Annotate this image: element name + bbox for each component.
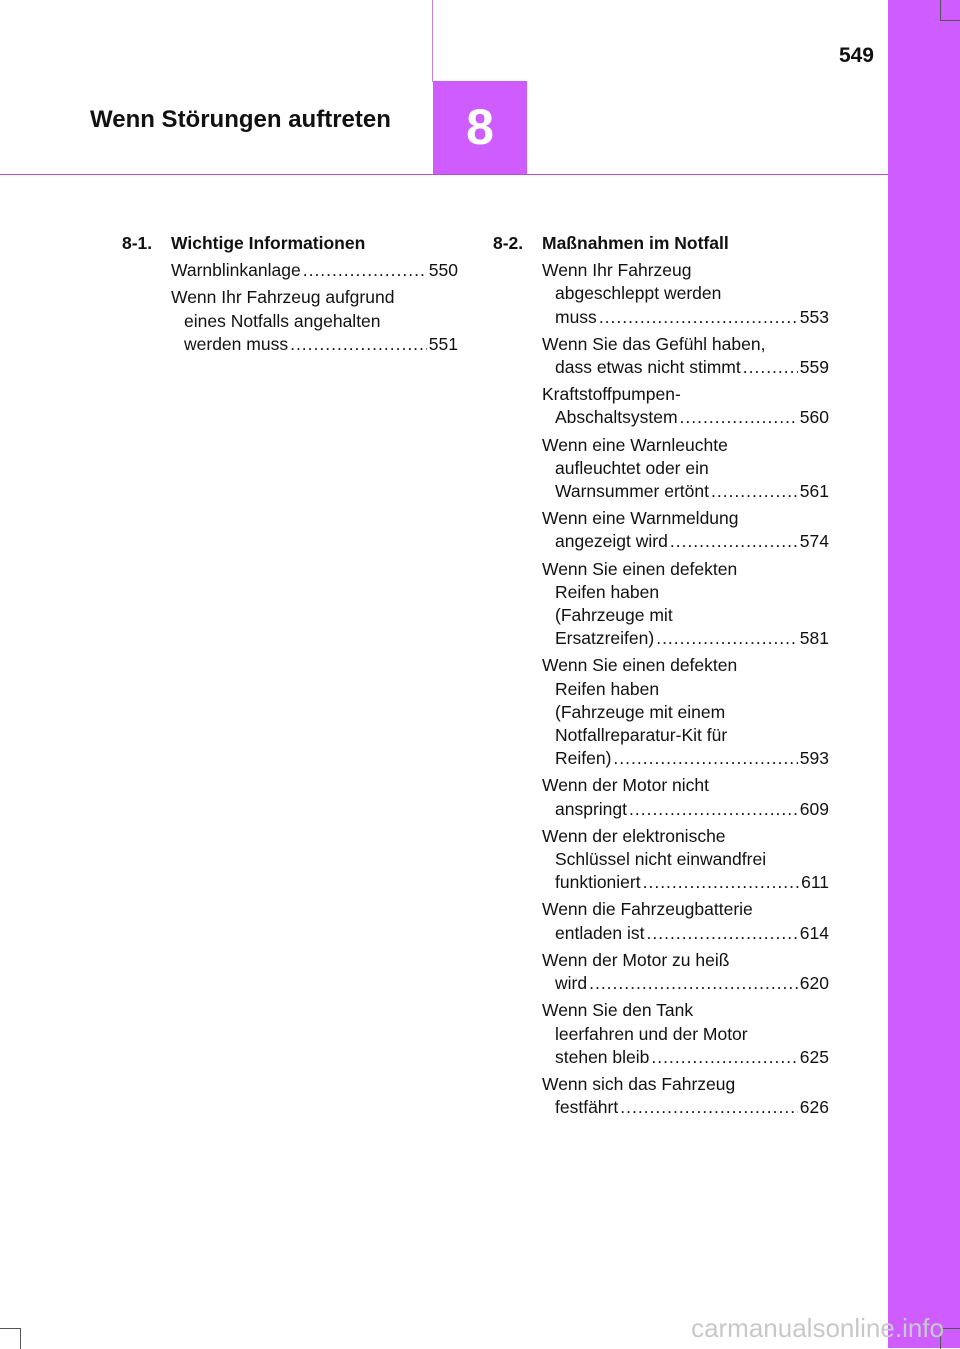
toc-entry-line: Wenn eine Warnmeldung — [542, 508, 739, 529]
toc-entry-line: Wenn eine Warnleuchte — [542, 434, 728, 455]
toc-page-number: 553 — [799, 306, 829, 327]
toc-entry-last-line — [542, 1096, 829, 1119]
toc-page-number: 614 — [799, 922, 829, 943]
toc-page-number: 611 — [801, 872, 829, 893]
toc-page-number: 620 — [799, 973, 829, 994]
toc-entry-last-line — [542, 480, 829, 503]
toc-entry[interactable] — [542, 654, 829, 770]
toc-entry-text: muss — [555, 306, 597, 327]
toc-entry-line: Wenn Sie das Gefühl haben, — [542, 333, 766, 354]
toc-entry-line: Wenn Sie einen defekten — [542, 655, 738, 676]
toc-page-number: 626 — [799, 1097, 829, 1118]
toc-page-number: 593 — [799, 748, 829, 769]
toc-entry-line: Wenn Sie den Tank — [542, 1000, 694, 1021]
toc-entry[interactable] — [542, 898, 829, 944]
toc-entry-line: Reifen haben — [555, 678, 660, 699]
leader-dots — [589, 972, 798, 995]
section-number: 8-2. — [493, 233, 524, 253]
toc-entry-text: Reifen) — [555, 748, 612, 769]
toc-entry-last-line — [542, 406, 829, 429]
toc-entry-line: eines Notfalls angehalten — [184, 310, 381, 331]
toc-entry-line: Wenn Ihr Fahrzeug — [542, 260, 692, 281]
toc-entry[interactable] — [542, 774, 829, 820]
toc-entry-text: wird — [555, 973, 588, 994]
toc-page-number: 609 — [799, 798, 829, 819]
leader-dots — [743, 356, 798, 379]
leader-dots — [651, 1046, 797, 1069]
toc-entry-line: Wenn Ihr Fahrzeug aufgrund — [171, 287, 395, 308]
toc-page-number: 559 — [799, 357, 829, 378]
toc-entry-line: Wenn der Motor nicht — [542, 775, 709, 796]
chapter-number-badge: 8 — [433, 81, 527, 174]
toc-entry-text: dass etwas nicht stimmt — [555, 357, 741, 378]
section-heading — [493, 232, 829, 255]
crop-mark — [940, 0, 960, 21]
toc-entry-last-line — [542, 627, 829, 650]
toc-entry-line: (Fahrzeuge mit — [555, 605, 673, 626]
toc-entry[interactable] — [542, 1073, 829, 1119]
leader-dots — [613, 747, 797, 770]
leader-dots — [629, 798, 798, 821]
toc-entry-last-line — [542, 798, 829, 821]
toc-entry-line: Kraftstoffpumpen- — [542, 384, 681, 405]
toc-entry-line: abgeschleppt werden — [555, 283, 722, 304]
leader-dots — [290, 333, 427, 356]
toc-section-8-1 — [122, 232, 458, 360]
toc-entry-line: Notfallreparatur-Kit für — [555, 725, 728, 746]
toc-entry[interactable] — [542, 558, 829, 651]
toc-entry-text: entladen ist — [555, 922, 645, 943]
leader-dots — [647, 922, 798, 945]
toc-entry[interactable] — [171, 259, 458, 282]
toc-entry[interactable] — [542, 999, 829, 1069]
toc-entry-last-line — [171, 333, 458, 356]
toc-entry-line: Wenn sich das Fahrzeug — [542, 1073, 736, 1094]
toc-entry[interactable] — [542, 507, 829, 553]
toc-page-number: 551 — [428, 333, 458, 354]
toc-entry-line: Wenn Sie einen defekten — [542, 558, 738, 579]
toc-entry-last-line — [542, 972, 829, 995]
toc-entry-line: leerfahren und der Motor — [555, 1023, 748, 1044]
leader-dots — [670, 530, 798, 553]
toc-entry[interactable] — [542, 333, 829, 379]
toc-page-number: 625 — [799, 1046, 829, 1067]
toc-entry-last-line — [542, 871, 829, 894]
toc-entry-line: Wenn die Fahrzeugbatterie — [542, 899, 753, 920]
toc-entry-last-line — [542, 356, 829, 379]
toc-entry-text: Abschaltsystem — [555, 407, 678, 428]
toc-page-number: 561 — [799, 481, 829, 502]
toc-entry-line: aufleuchtet oder ein — [555, 457, 709, 478]
leader-dots — [643, 871, 799, 894]
section-number: 8-1. — [122, 233, 153, 253]
toc-entry-text: anspringt — [555, 798, 627, 819]
section-title: Wichtige Informationen — [171, 233, 366, 253]
toc-entry-line: Wenn der elektronische — [542, 825, 726, 846]
toc-entry[interactable] — [542, 825, 829, 895]
toc-entry[interactable] — [542, 383, 829, 429]
header-divider — [432, 0, 433, 82]
toc-entry[interactable] — [542, 259, 829, 329]
toc-entry-last-line — [542, 747, 829, 770]
chapter-title: Wenn Störungen auftreten — [90, 106, 391, 133]
leader-dots — [711, 480, 798, 503]
watermark: carmanualsonline.info — [691, 1313, 944, 1343]
toc-entry-last-line — [171, 259, 458, 282]
toc-entry-line: Schlüssel nicht einwandfrei — [555, 849, 767, 870]
toc-entry-line: Reifen haben — [555, 581, 660, 602]
toc-entry-text: angezeigt wird — [555, 531, 668, 552]
toc-entry-line: Wenn der Motor zu heiß — [542, 949, 730, 970]
toc-entry-text: werden muss — [184, 333, 289, 354]
toc-page-number: 550 — [428, 260, 458, 281]
toc-entry-text: Warnblinkanlage — [171, 260, 301, 281]
leader-dots — [303, 259, 427, 282]
crop-mark — [0, 1328, 21, 1349]
leader-dots — [680, 406, 798, 429]
toc-entry[interactable] — [171, 286, 458, 356]
toc-entry-text: stehen bleib — [555, 1046, 650, 1067]
toc-entry[interactable] — [542, 434, 829, 504]
leader-dots — [656, 627, 798, 650]
leader-dots — [620, 1096, 798, 1119]
toc-page-number: 574 — [799, 531, 829, 552]
toc-entry-last-line — [542, 530, 829, 553]
header-rule — [0, 174, 888, 175]
toc-page-number: 560 — [799, 407, 829, 428]
page-number: 549 — [838, 44, 874, 67]
section-heading — [122, 232, 458, 255]
toc-section-8-2 — [493, 232, 829, 1123]
toc-entry-last-line — [542, 306, 829, 329]
toc-entry[interactable] — [542, 949, 829, 995]
toc-entry-text: festfährt — [555, 1097, 619, 1118]
toc-entry-last-line — [542, 922, 829, 945]
section-title: Maßnahmen im Notfall — [542, 233, 729, 253]
leader-dots — [599, 306, 798, 329]
toc-entry-line: (Fahrzeuge mit einem — [555, 701, 726, 722]
toc-entry-last-line — [542, 1046, 829, 1069]
toc-entry-text: funktioniert — [555, 872, 641, 893]
chapter-side-tab — [888, 0, 960, 1348]
toc-page-number: 581 — [799, 628, 829, 649]
toc-entry-text: Ersatzreifen) — [555, 628, 655, 649]
toc-entry-text: Warnsummer ertönt — [555, 481, 709, 502]
